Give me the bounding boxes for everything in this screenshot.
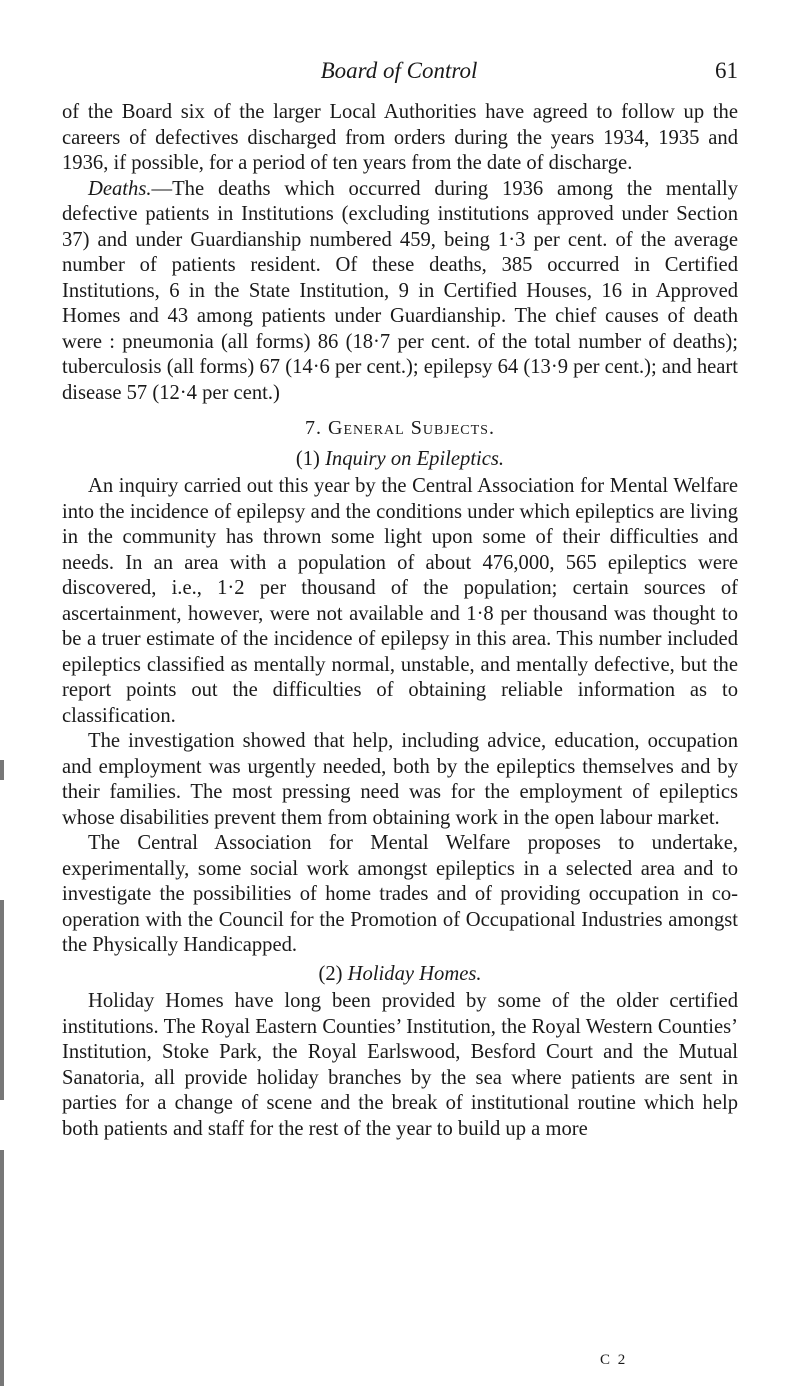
run-in-heading-deaths: Deaths. [88, 177, 152, 200]
subheading-holiday-homes [62, 962, 738, 988]
paragraph-holiday-homes: Holiday Homes have long been provided by some of the older certified institutions. The Royal Eastern Counties’ Institution, the Royal Western Counties’ Institution, Stoke Park, the Royal Earlswood, Besford Court and the Mutual Sanatoria, all provide holiday branches by the sea where patients are sent in parties for a change of scene and the break of institutional routine which help both patients and staff for the rest of the year to build up a more [62, 990, 738, 1140]
running-title: Board of Control [320, 58, 478, 83]
paragraph-central-association: The Central Association for Mental Welfare proposes to undertake, experimentally, some social work amongst epileptics in a selected area and to investigate the possibilities of home trades and of providing occupation in co-operation with the Council for the Promotion of Occupational Industries amongst the Physically Handicapped. [62, 832, 738, 956]
paragraph-inquiry: An inquiry carried out this year by the Central Association for Mental Welfare into the incidence of epilepsy and the conditions under which epileptics are living in the community has thrown some light upon some of their difficulties and needs. In an area with a population of about 476,000, 565 epileptics were discovered, i.e., 1·2 per thousand of the population; certain sources of ascertainment, however, were not available and 1·8 per thousand was thought to be a truer estimate of the incidence of epilepsy in this area. This number included epileptics classified as mentally normal, unstable, and mentally defective, but the report points out the difficulties of obtaining reliable information as to classification. [62, 475, 738, 727]
subheading-number: (2) [318, 962, 343, 985]
page-header [60, 58, 738, 88]
section-number: 7. [305, 417, 323, 439]
paragraph-investigation: The investigation showed that help, including advice, education, occupation and employment was urgently needed, both by the epileptics themselves and by their families. The most pressing need was for the employment of epileptics whose disabilities prevent them from obtaining work in the open labour market. [62, 730, 738, 829]
subheading-epileptics [62, 447, 738, 473]
binding-edge-mark [0, 760, 4, 780]
section-title: General Subjects. [328, 417, 495, 439]
subheading-number: (1) [295, 447, 320, 470]
page-number: 61 [715, 58, 738, 83]
section-heading [62, 416, 738, 442]
subheading-title: Inquiry on Epileptics. [325, 447, 505, 470]
paragraph-deaths [62, 177, 738, 407]
body-text [62, 100, 738, 1142]
binding-edge-mark [0, 1150, 4, 1386]
paragraph-discharge: of the Board six of the larger Local Authorities have agreed to follow up the careers of defectives discharged from orders during the years 1934, 1935 and 1936, if possible, for a period of ten years from the date of discharge. [62, 101, 738, 174]
deaths-text: —The deaths which occurred during 1936 among the mentally defective patients in Institutions (excluding institutions approved under Section 37) and under Guardianship numbered 459, being 1·3 per cent. of the average number of patients resident. Of these deaths, 385 occurred in Certified Institutions, 6 in the State Institution, 9 in Certified Houses, 16 in Approved Homes and 43 among patients under Guardianship. The chief causes of death were : pneumonia (all forms) 86 (18·7 per cent. of the total number of deaths); tuberculosis (all forms) 67 (14·6 per cent.); epilepsy 64 (13·9 per cent.); and heart disease 57 (12·4 per cent.) [62, 177, 738, 404]
binding-edge-mark [0, 900, 4, 1100]
signature-mark: C 2 [600, 1352, 628, 1368]
subheading-title: Holiday Homes. [347, 962, 482, 985]
